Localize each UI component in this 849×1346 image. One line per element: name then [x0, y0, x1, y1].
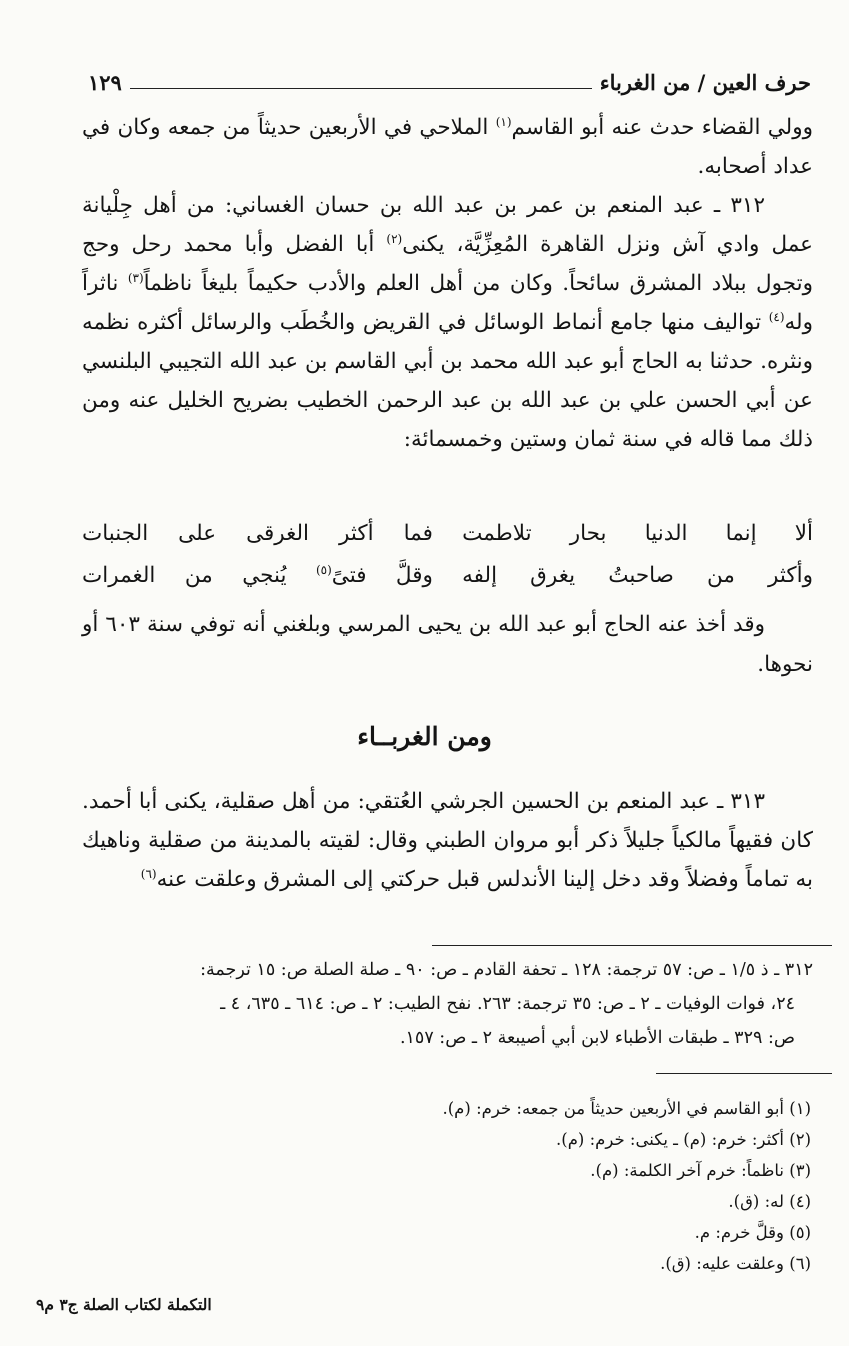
- footnote-ref: (٥): [315, 562, 332, 577]
- source-line: ٣١٢ ـ ذ ١/٥ ـ ص: ٥٧ ترجمة: ١٢٨ ـ تحفة القادم ـ ص: ٩٠ ـ صلة الصلة ص: ١٥ ترجمة:: [200, 960, 813, 980]
- poem-hemistich-second: فما أكثر الغرقى على الجنبات: [82, 521, 433, 546]
- paragraph-text: وقد أخذ عنه الحاج أبو عبد الله بن يحيى المرسي وبلغني أنه توفي سنة ٦٠٣ أو نحوها.: [82, 612, 813, 677]
- main-text: [82, 108, 813, 459]
- running-title: حرف العين / من الغرباء: [599, 69, 811, 95]
- footnote: (٥) وقلَّ خرم: م.: [694, 1223, 811, 1242]
- footnote-ref: (٢): [386, 231, 403, 246]
- printer-signature: التكملة لكتاب الصلة ج٣ م٩: [36, 1295, 212, 1314]
- paragraph-after-poem: [82, 605, 813, 685]
- footnotes-divider: [656, 1073, 832, 1074]
- footnotes: [211, 1093, 811, 1279]
- section-heading: ومن الغربــاء: [357, 722, 492, 751]
- footnote-ref: (١): [495, 114, 512, 129]
- poem-verse: [82, 513, 813, 555]
- paragraph-text: تواليف منها جامع أنماط الوسائل في القريض والخُطَب والرسائل أكثره نظمه ونثره. حدثنا به الحاج أبو عبد الله محمد بن أبي القاسم بن عبد الله التجيبي البلنسي عن أبي الحسن علي بن عبد الله بن عبد الرحمن الخطيب بضريح الخليل عنه ومن ذلك مما قاله في سنة ثمان وستين وخمسمائة:: [82, 310, 813, 452]
- poem-hemistich-second: [82, 555, 433, 597]
- sources-divider: [432, 945, 832, 946]
- poem: [82, 513, 813, 597]
- footnote: (١) أبو القاسم في الأربعين حديثاً من جمعه: خرم: (م).: [442, 1099, 811, 1118]
- paragraph-text: أبا الفضل وأبا محمد رحل وحج وتجول ببلاد المشرق سائحاً. وكان من أهل العلم والأدب حكيماً بليغاً ناظماً: [82, 232, 813, 296]
- footnote-ref: (٦): [140, 866, 157, 881]
- source-line: ص: ٣٢٩ ـ طبقات الأطباء لابن أبي أصيبعة ٢ ـ ص: ١٥٧.: [399, 1028, 795, 1048]
- source-line: ٢٤، فوات الوفيات ـ ٢ ـ ص: ٣٥ ترجمة: ٢٦٣. نفح الطيب: ٢ ـ ص: ٦١٤ ـ ٦٣٥، ٤ ـ: [220, 994, 795, 1014]
- paragraph-text: الملاحي في الأربعين حديثاً من جمعه وكان في عداد أصحابه.: [82, 115, 813, 179]
- entry-312: [82, 186, 813, 459]
- paragraph-text: وولي القضاء حدث عنه أبو القاسم: [511, 115, 813, 140]
- footnote: (٦) وعلقت عليه: (ق).: [660, 1254, 811, 1273]
- footnote-ref: (٣): [127, 270, 144, 285]
- entry-313: [82, 782, 813, 899]
- poem-text: وقلَّ فتىً: [331, 563, 433, 588]
- poem-hemistich-first: ألا إنما الدنيا بحار تلاطمت: [462, 521, 813, 546]
- footnote-ref: (٤): [768, 309, 785, 324]
- poem-verse: [82, 555, 813, 597]
- header-rule: [130, 88, 592, 89]
- paragraph-continuation: [82, 108, 813, 186]
- poem-hemistich-first: وأكثر من صاحبتُ يغرق إلفه: [462, 563, 813, 588]
- sources-block: [40, 953, 813, 1055]
- paragraph-text: ناثراً وله: [82, 271, 813, 335]
- paragraph-text: ٣١٣ ـ عبد المنعم بن الحسين الجرشي العُتقي: من أهل صقلية، يكنى أبا أحمد. كان فقيهاً مالكياً جليلاً ذكر أبو مروان الطبني وقال: لقيته بالمدينة من صقلية وناهيك به تماماً وفضلاً وقد دخل إلينا الأندلس قبل حركتي إلى المشرق وعلقت عنه: [82, 789, 813, 892]
- footnote: (٤) له: (ق).: [728, 1192, 811, 1211]
- paragraph-text: ٣١٢ ـ عبد المنعم بن عمر بن عبد الله بن حسان الغساني: من أهل جِلْيانة عمل وادي آش ونزل القاهرة المُعِزِّيَّة، يكنى: [82, 193, 813, 257]
- poem-text: يُنجي من الغمرات: [82, 563, 316, 588]
- page-number: ١٢٩: [88, 69, 122, 95]
- footnote: (٢) أكثر: خرم: (م) ـ يكنى: خرم: (م).: [556, 1130, 811, 1149]
- footnote: (٣) ناظماً: خرم آخر الكلمة: (م).: [590, 1161, 811, 1180]
- running-header: [88, 64, 811, 100]
